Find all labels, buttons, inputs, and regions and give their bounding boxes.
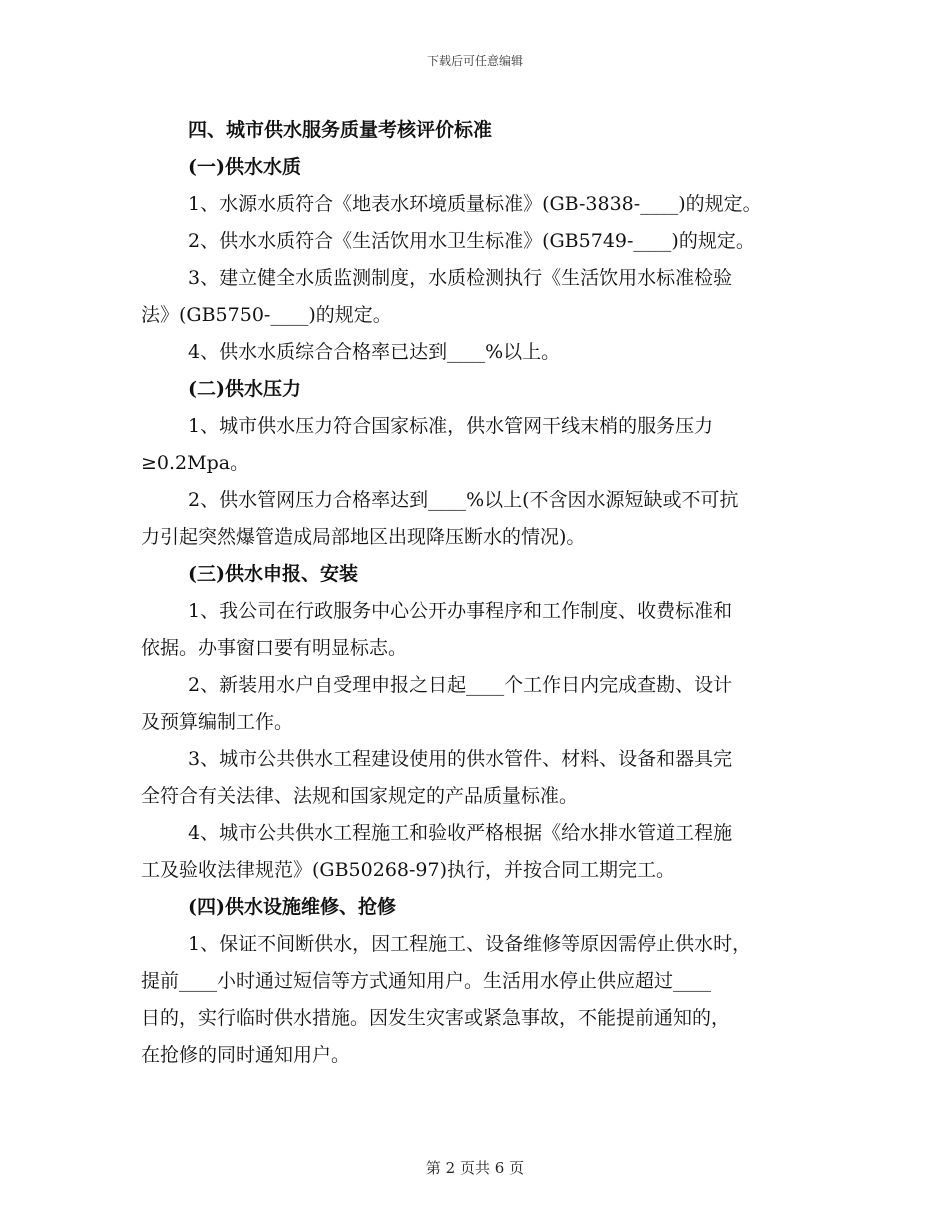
section-application-title: (三)供水申报、安装 (188, 563, 358, 585)
paragraph-continuation: 工及验收法律规范》(GB50268-97)执行，并按合同工期完工。 (141, 859, 676, 881)
paragraph: 3、建立健全水质监测制度，水质检测执行《生活饮用水标准检验 (188, 267, 733, 289)
paragraph-continuation: 及预算编制工作。 (141, 711, 294, 733)
paragraph: 1、我公司在行政服务中心公开办事程序和工作制度、收费标准和 (188, 600, 733, 622)
paragraph-continuation: 力引起突然爆管造成局部地区出现降压断水的情况)。 (141, 526, 586, 548)
paragraph: 4、供水水质综合合格率已达到____%以上。 (188, 341, 561, 363)
main-title: 四、城市供水服务质量考核评价标准 (188, 119, 493, 141)
page-header: 下载后可任意编辑 (426, 54, 523, 68)
paragraph: 2、新装用水户自受理申报之日起____个工作日内完成查勘、设计 (188, 674, 733, 696)
paragraph: 1、保证不间断供水，因工程施工、设备维修等原因需停止供水时， (188, 933, 752, 955)
document-body (141, 112, 809, 1074)
page-footer: 第 2 页共 6 页 (425, 1159, 525, 1177)
paragraph-continuation: 全符合有关法律、法规和国家规定的产品质量标准。 (141, 785, 579, 807)
section-water-quality-title: (一)供水水质 (188, 156, 301, 178)
section-maintenance-title: (四)供水设施维修、抢修 (188, 896, 396, 918)
paragraph: 1、城市供水压力符合国家标准，供水管网干线末梢的服务压力 (188, 415, 714, 437)
paragraph-continuation: ≥0.2Mpa。 (141, 452, 250, 474)
section-water-pressure-title: (二)供水压力 (188, 378, 301, 400)
paragraph: 4、城市公共供水工程施工和验收严格根据《给水排水管道工程施 (188, 822, 733, 844)
paragraph-continuation: 在抢修的同时通知用户。 (141, 1044, 351, 1066)
paragraph: 3、城市公共供水工程建设使用的供水管件、材料、设备和器具完 (188, 748, 733, 770)
paragraph-continuation: 提前____小时通过短信等方式通知用户。生活用水停止供应超过____ (141, 970, 712, 992)
paragraph: 2、供水水质符合《生活饮用水卫生标准》(GB5749-____)的规定。 (188, 230, 755, 252)
paragraph-continuation: 法》(GB5750-____)的规定。 (141, 304, 392, 326)
paragraph-continuation: 依据。办事窗口要有明显标志。 (141, 637, 408, 659)
paragraph-continuation: 日的，实行临时供水措施。因发生灾害或紧急事故，不能提前通知的， (141, 1007, 731, 1029)
paragraph: 2、供水管网压力合格率达到____%以上(不含因水源短缺或不可抗 (188, 489, 739, 511)
paragraph: 1、水源水质符合《地表水环境质量标准》(GB-3838-____)的规定。 (188, 193, 762, 215)
